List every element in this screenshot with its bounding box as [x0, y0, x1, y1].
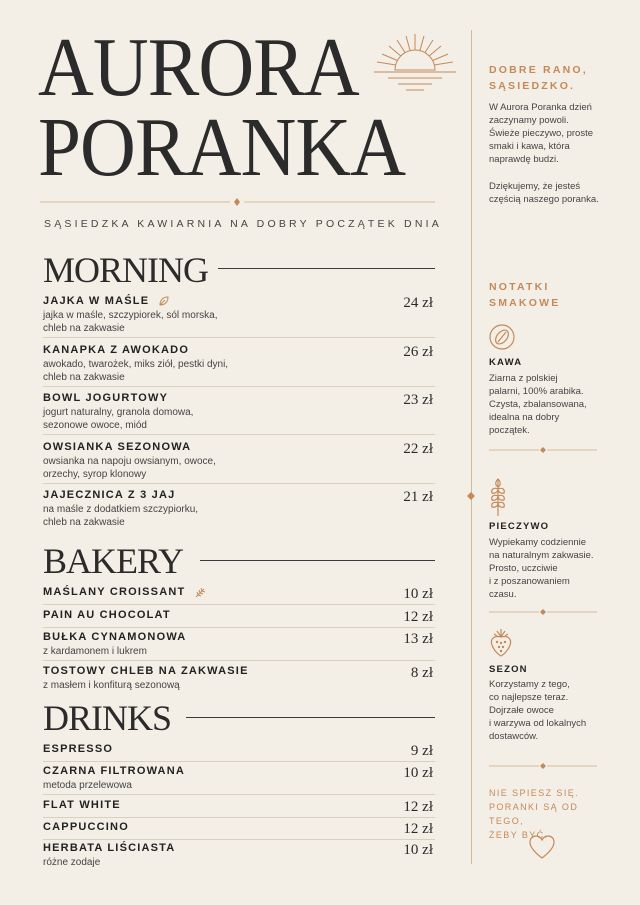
item-name: OWSIANKA SEZONOWA: [43, 441, 192, 453]
intro-line: smaki i kawa, która: [489, 141, 570, 152]
sezon-line: dostawców.: [489, 731, 539, 742]
item-price: 12 zł: [403, 799, 433, 815]
item-price: 12 zł: [403, 821, 433, 837]
section-title-bakery: BAKERY: [43, 541, 184, 581]
menu-item: [43, 295, 435, 335]
menu-item: [43, 489, 435, 529]
leaf-icon: [158, 295, 170, 307]
item-price: 10 zł: [403, 765, 433, 781]
thanks-line: częścią naszego poranka.: [489, 194, 599, 205]
item-price: 21 zł: [403, 489, 433, 505]
closing-line: PORANKI SĄ OD TEGO,: [489, 802, 579, 826]
greeting-line: DOBRE RANO,: [489, 64, 588, 76]
kawa-line: Ziarna z polskiej: [489, 373, 558, 384]
item-name: BOWL JOGURTOWY: [43, 392, 169, 404]
item-price: 23 zł: [403, 392, 433, 408]
title-divider: [40, 198, 435, 206]
greeting-heading: [489, 62, 588, 94]
item-price: 24 zł: [403, 295, 433, 311]
item-desc: owsianka na napoju owsianym, owoce,: [43, 456, 216, 467]
sezon-line: i warzywa od lokalnych: [489, 718, 587, 729]
menu-item: [43, 631, 435, 658]
menu-item: [43, 842, 435, 869]
sezon-line: Korzystamy z tego,: [489, 679, 570, 690]
item-price: 10 zł: [403, 586, 433, 602]
section-title-drinks: DRINKS: [43, 698, 172, 738]
item-separator: [43, 817, 435, 818]
item-desc: chleb na zakwasie: [43, 517, 125, 528]
item-name: FLAT WHITE: [43, 799, 121, 811]
item-desc: metoda przelewowa: [43, 780, 132, 791]
sezon-text: [489, 678, 609, 743]
menu-item: [43, 586, 435, 602]
item-price: 10 zł: [403, 842, 433, 858]
item-desc: na maśle z dodatkiem szczypiorku,: [43, 504, 199, 515]
kawa-line: początek.: [489, 425, 530, 436]
pieczywo-text: [489, 536, 609, 601]
notes-heading: [489, 279, 560, 311]
pieczywo-title: PIECZYWO: [489, 521, 550, 532]
pieczywo-line: Wypiekamy codziennie: [489, 537, 587, 548]
menu-item: [43, 392, 435, 432]
thanks-text: [489, 180, 609, 206]
section-title-morning: MORNING: [43, 250, 209, 290]
item-price: 26 zł: [403, 344, 433, 360]
closing-line: ŻEBY BYĆ.: [489, 830, 549, 840]
heart-icon: [528, 834, 556, 860]
wheat-icon: [194, 586, 206, 598]
pieczywo-line: czasu.: [489, 589, 517, 600]
item-separator: [43, 627, 435, 628]
item-name: MAŚLANY CROISSANT: [43, 586, 186, 598]
item-separator: [43, 434, 435, 435]
kawa-line: palarni, 100% arabika.: [489, 386, 584, 397]
menu-item: [43, 765, 435, 792]
menu-item: [43, 821, 435, 837]
item-name: ESPRESSO: [43, 743, 114, 755]
item-desc: jogurt naturalny, granola domowa,: [43, 407, 194, 418]
pieczywo-line: Prosto, uczciwie: [489, 563, 558, 574]
tagline: SĄSIEDZKA KAWIARNIA NA DOBRY POCZĄTEK DNIA: [44, 218, 442, 230]
wheat-icon: [487, 475, 509, 517]
item-separator: [43, 386, 435, 387]
sezon-title: SEZON: [489, 664, 528, 675]
column-divider-ornament: [467, 492, 475, 500]
sidebar-divider: [489, 446, 597, 454]
title-line-2: PORANKA: [38, 101, 406, 194]
sezon-line: co najlepsze teraz.: [489, 692, 569, 703]
intro-text: [489, 101, 609, 166]
section-rule: [186, 717, 435, 718]
item-name: PAIN AU CHOCOLAT: [43, 609, 171, 621]
kawa-title: KAWA: [489, 357, 523, 368]
menu-item: [43, 609, 435, 625]
item-separator: [43, 839, 435, 840]
item-desc: awokado, twarożek, miks ziół, pestki dyni,: [43, 359, 229, 370]
title-line-1: AURORA: [38, 21, 359, 114]
thanks-line: Dziękujemy, że jesteś: [489, 181, 581, 192]
item-price: 22 zł: [403, 441, 433, 457]
section-rule: [200, 560, 435, 561]
item-name: HERBATA LIŚCIASTA: [43, 842, 176, 854]
item-desc: chleb na zakwasie: [43, 323, 125, 335]
item-separator: [43, 794, 435, 795]
intro-line: W Aurora Poranka dzień: [489, 102, 592, 113]
notes-line: SMAKOWE: [489, 297, 561, 309]
item-name: CZARNA FILTROWANA: [43, 765, 185, 777]
kawa-line: idealna na dobry: [489, 412, 560, 423]
sezon-line: Dojrzałe owoce: [489, 705, 554, 716]
item-separator: [43, 483, 435, 484]
item-name: JAJKA W MAŚLE: [43, 295, 150, 307]
item-desc: jajka w maśle, szczypiorek, sól morska,: [43, 310, 218, 322]
item-name: BUŁKA CYNAMONOWA: [43, 631, 187, 643]
item-price: 9 zł: [410, 743, 433, 759]
kawa-text: [489, 372, 609, 437]
menu-item: [43, 665, 435, 692]
kawa-line: Czysta, zbalansowana,: [489, 399, 587, 410]
column-divider: [471, 30, 472, 864]
item-desc: z kardamonem i lukrem: [43, 646, 147, 657]
item-separator: [43, 604, 435, 605]
greeting-line: SĄSIEDZKO.: [489, 80, 576, 92]
item-price: 12 zł: [403, 609, 433, 625]
item-desc: sezonowe owoce, miód: [43, 420, 147, 431]
section-rule: [218, 268, 435, 269]
closing-line: NIE SPIESZ SIĘ.: [489, 788, 580, 798]
item-desc: z masłem i konfiturą sezonową: [43, 680, 180, 691]
intro-line: zaczynamy powoli.: [489, 115, 569, 126]
item-separator: [43, 337, 435, 338]
coffee-bean-icon: [488, 323, 516, 351]
item-desc: chleb na zakwasie: [43, 372, 125, 383]
notes-line: NOTATKI: [489, 281, 550, 293]
item-desc: różne zodaje: [43, 857, 101, 868]
menu-item: [43, 344, 435, 384]
item-price: 8 zł: [410, 665, 433, 681]
menu-item: [43, 441, 435, 481]
item-separator: [43, 660, 435, 661]
pieczywo-line: na naturalnym zakwasie.: [489, 550, 594, 561]
item-name: CAPPUCCINO: [43, 821, 129, 833]
intro-line: Świeże pieczywo, proste: [489, 128, 594, 139]
sidebar-divider: [489, 762, 597, 770]
menu-item: [43, 743, 435, 759]
menu-item: [43, 799, 435, 815]
strawberry-icon: [488, 627, 514, 657]
item-price: 13 zł: [403, 631, 433, 647]
sidebar-divider: [489, 608, 597, 616]
pieczywo-line: i z poszanowaniem: [489, 576, 570, 587]
sun-icon: [370, 28, 460, 100]
item-separator: [43, 761, 435, 762]
intro-line: naprawdę budzi.: [489, 154, 559, 165]
item-name: KANAPKA Z AWOKADO: [43, 344, 190, 356]
item-desc: orzechy, syrop klonowy: [43, 469, 147, 480]
item-name: TOSTOWY CHLEB NA ZAKWASIE: [43, 665, 249, 677]
item-name: JAJECZNICA Z 3 JAJ: [43, 489, 176, 501]
